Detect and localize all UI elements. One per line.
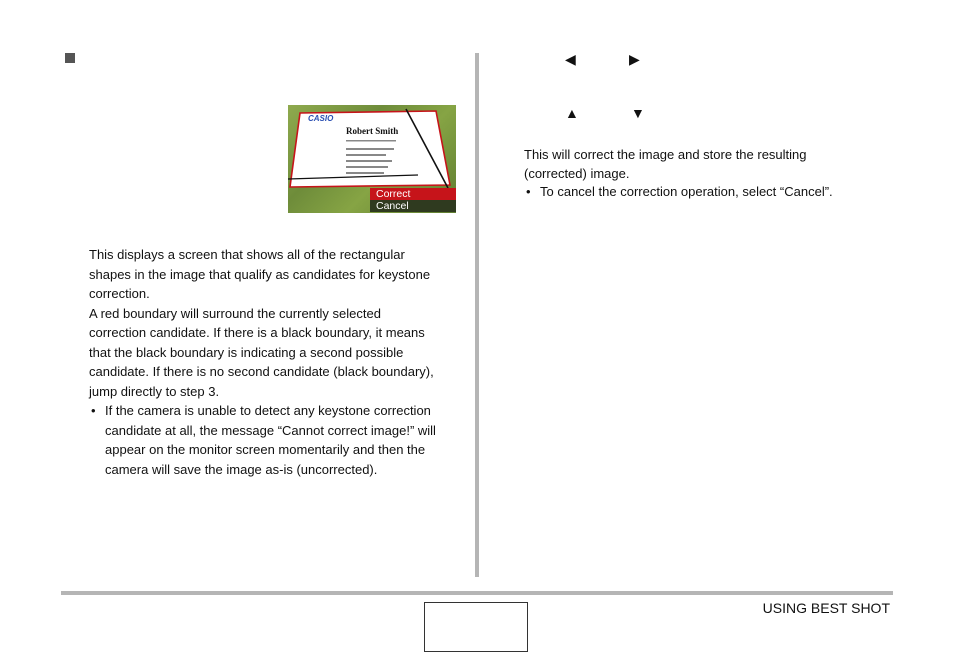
right-paragraph	[524, 146, 884, 202]
list-item	[524, 183, 884, 202]
section-square-bullet	[65, 53, 75, 63]
text-line: This will correct the image and store the resulting	[524, 147, 807, 162]
bullet-dot: •	[526, 184, 531, 199]
list-item	[89, 401, 469, 479]
card-logo: CASIO	[308, 114, 334, 123]
text-line: appear on the monitor screen momentarily and then the	[105, 442, 426, 457]
text-line: that the black boundary is indicating a second possible	[89, 344, 404, 360]
left-paragraph	[89, 245, 469, 479]
column-divider	[475, 53, 479, 577]
text-line: shapes in the image that qualify as candidates for keystone	[89, 266, 431, 282]
menu-correct-label: Correct	[376, 188, 411, 200]
page-number-box	[424, 602, 528, 652]
footer-section-title: USING BEST SHOT	[762, 600, 890, 616]
bullet-dot: •	[91, 403, 96, 418]
text-line: correction.	[89, 286, 150, 301]
text-line: If the camera is unable to detect any keystone correction	[105, 403, 431, 418]
text-line: A red boundary will surround the currently selected	[89, 305, 381, 321]
text-line: jump directly to step 3.	[89, 383, 220, 399]
text-line: camera will save the image as-is (uncorrected).	[105, 461, 378, 477]
footer-divider	[61, 591, 893, 595]
right-arrow-icon: ▶	[629, 51, 640, 67]
text-line: correction candidate. If there is a black boundary, it means	[89, 325, 425, 340]
text-line: To cancel the correction operation, select “Cancel”.	[540, 184, 833, 199]
left-arrow-icon: ◀	[565, 51, 576, 67]
text-line: candidate. If there is no second candidate (black boundary),	[89, 364, 434, 379]
card-name: Robert Smith	[346, 126, 399, 136]
text-line: This displays a screen that shows all of the rectangular	[89, 247, 405, 262]
text-line: (corrected) image.	[524, 165, 630, 181]
menu-cancel-label: Cancel	[376, 200, 409, 212]
text-line: candidate at all, the message “Cannot correct image!” will	[105, 422, 436, 438]
down-arrow-icon: ▼	[631, 105, 645, 121]
up-arrow-icon: ▲	[565, 105, 579, 121]
